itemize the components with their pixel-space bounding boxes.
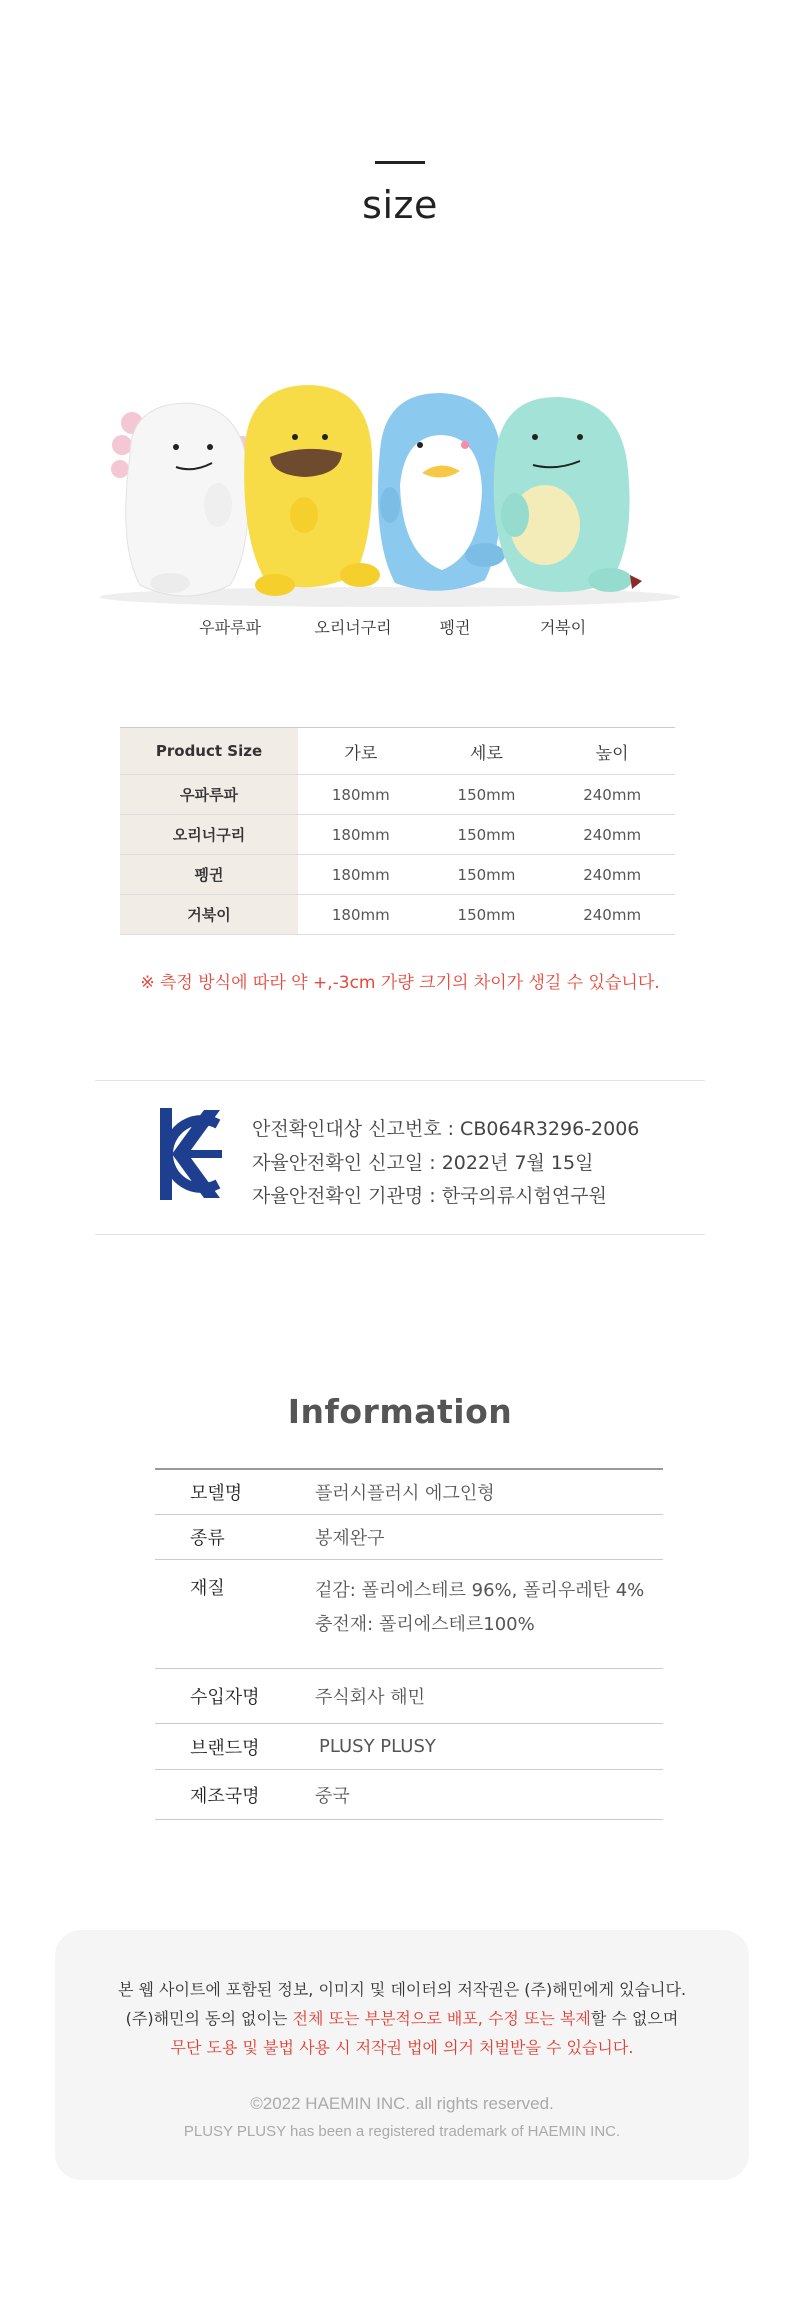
size-cell: 240mm bbox=[549, 815, 675, 855]
size-cell: 150mm bbox=[424, 775, 550, 815]
information-title: Information bbox=[287, 1392, 513, 1431]
info-key: 모델명 bbox=[155, 1469, 315, 1515]
kc-institution: 자율안전확인 기관명 : 한국의류시험연구원 bbox=[252, 1185, 607, 1207]
size-row-name: 펭귄 bbox=[120, 855, 298, 895]
copyright-line-2-highlight: 전체 또는 부분적으로 배포, 수정 또는 복제 bbox=[292, 2009, 591, 2028]
size-col-depth: 세로 bbox=[424, 728, 550, 775]
size-cell: 240mm bbox=[549, 895, 675, 935]
section-divider bbox=[375, 161, 425, 164]
size-row-name: 오리너구리 bbox=[120, 815, 298, 855]
copyright-text: ©2022 HAEMIN INC. all rights reserved. bbox=[250, 2094, 554, 2113]
size-col-width: 가로 bbox=[298, 728, 424, 775]
size-cell: 150mm bbox=[424, 855, 550, 895]
size-cell: 180mm bbox=[298, 815, 424, 855]
kc-certification-logo bbox=[158, 1106, 224, 1202]
size-section-title: size bbox=[362, 183, 438, 227]
plush-toys-photo bbox=[90, 375, 690, 610]
platypus-plush bbox=[244, 385, 380, 596]
kc-bottom-divider bbox=[95, 1234, 705, 1235]
size-cell: 150mm bbox=[424, 895, 550, 935]
info-material-filling: 충전재: 폴리에스테르100% bbox=[315, 1614, 535, 1635]
info-value: 플러시플러시 에그인형 bbox=[315, 1469, 663, 1515]
plush-label-platypus: 오리너구리 bbox=[314, 618, 392, 637]
axolotl-plush bbox=[111, 403, 251, 596]
information-table bbox=[155, 1468, 663, 1820]
info-key: 제조국명 bbox=[155, 1770, 315, 1820]
info-row-country bbox=[155, 1770, 663, 1820]
penguin-plush bbox=[378, 393, 505, 591]
size-cell: 240mm bbox=[549, 855, 675, 895]
kc-top-divider bbox=[95, 1080, 705, 1081]
size-col-height: 높이 bbox=[549, 728, 675, 775]
info-value: PLUSY PLUSY bbox=[315, 1724, 663, 1770]
size-table bbox=[120, 727, 675, 935]
plush-label-axolotl: 우파루파 bbox=[199, 618, 261, 637]
table-row bbox=[120, 855, 675, 895]
size-cell: 180mm bbox=[298, 895, 424, 935]
kc-report-date: 자율안전확인 신고일 : 2022년 7월 15일 bbox=[252, 1152, 594, 1174]
size-cell: 180mm bbox=[298, 855, 424, 895]
kc-report-number: 안전확인대상 신고번호 : CB064R3296-2006 bbox=[252, 1118, 640, 1140]
info-key: 수입자명 bbox=[155, 1669, 315, 1724]
size-table-header bbox=[120, 728, 675, 775]
info-material-outer: 겉감: 폴리에스테르 96%, 폴리우레탄 4% bbox=[315, 1580, 645, 1601]
copyright-line-2 bbox=[55, 2006, 749, 2029]
info-row-brand bbox=[155, 1724, 663, 1770]
table-row bbox=[120, 815, 675, 855]
info-value: 봉제완구 bbox=[315, 1515, 663, 1560]
size-row-name: 우파루파 bbox=[120, 775, 298, 815]
info-key: 재질 bbox=[155, 1560, 315, 1669]
table-row bbox=[120, 895, 675, 935]
info-key: 브랜드명 bbox=[155, 1724, 315, 1770]
size-row-name: 거북이 bbox=[120, 895, 298, 935]
info-row-type bbox=[155, 1515, 663, 1560]
size-cell: 240mm bbox=[549, 775, 675, 815]
size-cell: 150mm bbox=[424, 815, 550, 855]
info-key: 종류 bbox=[155, 1515, 315, 1560]
info-value: 중국 bbox=[315, 1770, 663, 1820]
table-row bbox=[120, 775, 675, 815]
copyright-line-2-start: (주)해민의 동의 없이는 bbox=[125, 2009, 293, 2028]
trademark-text: PLUSY PLUSY has been a registered trademark of HAEMIN INC. bbox=[183, 2123, 621, 2140]
info-row-importer bbox=[155, 1669, 663, 1724]
size-disclaimer-note: ※ 측정 방식에 따라 약 +,-3cm 가량 크기의 차이가 생길 수 있습니다. bbox=[140, 973, 660, 993]
copyright-line-2-end: 할 수 없으며 bbox=[590, 2009, 679, 2028]
size-cell: 180mm bbox=[298, 775, 424, 815]
info-row-model bbox=[155, 1469, 663, 1515]
size-table-corner: Product Size bbox=[120, 728, 298, 775]
copyright-line-1: 본 웹 사이트에 포함된 정보, 이미지 및 데이터의 저작권은 (주)해민에게 있습니다. bbox=[117, 1980, 687, 1999]
plush-label-turtle: 거북이 bbox=[539, 618, 587, 637]
copyright-line-3: 무단 도용 및 불법 사용 시 저작권 법에 의거 처벌받을 수 있습니다. bbox=[170, 2038, 634, 2057]
info-row-material bbox=[155, 1560, 663, 1669]
info-value-material bbox=[315, 1560, 663, 1669]
plush-label-penguin: 펭귄 bbox=[439, 618, 471, 637]
info-value: 주식회사 해민 bbox=[315, 1669, 663, 1724]
turtle-plush bbox=[494, 397, 642, 592]
